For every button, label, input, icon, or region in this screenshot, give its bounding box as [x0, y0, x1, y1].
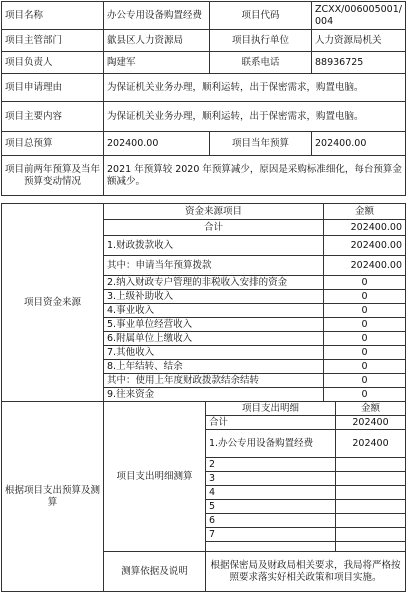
funding-row-label: 其中：使用上年度财政拨款结余结转 — [104, 374, 324, 388]
project-name-value: 办公专用设备购置经费 — [104, 2, 210, 30]
funding-row-label: 7.其他收入 — [104, 346, 324, 360]
calc-row-amount — [336, 528, 406, 542]
year-budget-label: 项目当年预算 — [210, 132, 312, 156]
total-budget-label: 项目总预算 — [2, 132, 104, 156]
calc-basis-value: 根据保密局及财政局相关要求，我局将严格按照要求落实好相关政策和项目实施。 — [206, 552, 406, 592]
funding-row-amount: 0 — [324, 304, 406, 318]
calc-col-amount: 金额 — [336, 402, 406, 416]
funding-row-amount: 0 — [324, 332, 406, 346]
calc-row-amount — [336, 500, 406, 514]
leader-value: 陶建军 — [104, 52, 210, 74]
calc-basis-label: 测算依据及说明 — [104, 552, 206, 592]
funding-section-label: 项目资金来源 — [2, 204, 104, 402]
project-code-value: ZCXX/006005001/004 — [312, 2, 406, 30]
content-value: 为保证机关业务办理，顺利运转，出于保密需求，购置电脑。 — [104, 102, 406, 132]
funding-row-amount: 0 — [324, 360, 406, 374]
calc-row-label: 1.办公专用设备购置经费 — [206, 430, 336, 458]
funding-row-amount: 0 — [324, 374, 406, 388]
calc-row-label: 7 — [206, 528, 336, 542]
funding-row-label: 5.事业单位经营收入 — [104, 318, 324, 332]
funding-row-amount: 202400.00 — [324, 236, 406, 256]
change-label: 项目前两年预算及当年预算变动情况 — [2, 156, 104, 196]
calc-row-spacer — [206, 542, 336, 552]
calc-row-spacer — [336, 542, 406, 552]
project-name-label: 项目名称 — [2, 2, 104, 30]
funding-row-amount: 0 — [324, 290, 406, 304]
calc-table — [1, 401, 406, 592]
funding-row-label: 其中：申请当年预算拨款 — [104, 256, 324, 276]
funding-table — [1, 203, 406, 402]
calc-col-detail: 项目支出明细 — [206, 402, 336, 416]
funding-row-label: 3.上级补助收入 — [104, 290, 324, 304]
funding-row-label: 1.财政拨款收入 — [104, 236, 324, 256]
funding-col-source: 资金来源项目 — [104, 204, 324, 220]
funding-row-amount: 0 — [324, 388, 406, 402]
phone-label: 联系电话 — [210, 52, 312, 74]
funding-row-amount: 0 — [324, 318, 406, 332]
calc-row-amount: 202400 — [336, 416, 406, 430]
calc-row-amount: 202400 — [336, 430, 406, 458]
calc-row-label: 4 — [206, 486, 336, 500]
calc-row-label: 6 — [206, 514, 336, 528]
content-label: 项目主要内容 — [2, 102, 104, 132]
year-budget-value: 202400.00 — [312, 132, 406, 156]
calc-row-amount — [336, 458, 406, 472]
exec-unit-value: 人力资源局机关 — [312, 30, 406, 52]
change-value: 2021 年预算较 2020 年预算减少，原因是采购标准细化，每台预算金额减少。 — [104, 156, 406, 196]
phone-value: 88936725 — [312, 52, 406, 74]
total-budget-value: 202400.00 — [104, 132, 210, 156]
funding-row-amount: 0 — [324, 276, 406, 290]
reason-value: 为保证机关业务办理，顺利运转，出于保密需求，购置电脑。 — [104, 74, 406, 102]
calc-row-label: 合计 — [206, 416, 336, 430]
exec-unit-label: 项目执行单位 — [210, 30, 312, 52]
funding-col-amount: 金额 — [324, 204, 406, 220]
funding-row-amount: 202400.00 — [324, 220, 406, 236]
calc-row-amount — [336, 472, 406, 486]
calc-row-amount — [336, 514, 406, 528]
calc-row-label: 2 — [206, 458, 336, 472]
calc-row-label: 5 — [206, 500, 336, 514]
leader-label: 项目负责人 — [2, 52, 104, 74]
project-code-label: 项目代码 — [210, 2, 312, 30]
project-header-table — [1, 1, 406, 196]
funding-row-label: 9.往来资金 — [104, 388, 324, 402]
funding-row-label: 8.上年结转、结余 — [104, 360, 324, 374]
funding-row-label: 2.纳入财政专户管理的非税收入安排的资金 — [104, 276, 324, 290]
funding-row-label: 6.附属单位上缴收入 — [104, 332, 324, 346]
dept-label: 项目主管部门 — [2, 30, 104, 52]
calc-row-amount — [336, 486, 406, 500]
funding-row-amount: 202400.00 — [324, 256, 406, 276]
calc-detail-label: 项目支出明细测算 — [104, 402, 206, 552]
funding-row-label: 合计 — [104, 220, 324, 236]
funding-row-label: 4.事业收入 — [104, 304, 324, 318]
calc-row-label: 3 — [206, 472, 336, 486]
reason-label: 项目申请理由 — [2, 74, 104, 102]
dept-value: 歙县区人力资源局 — [104, 30, 210, 52]
funding-row-amount: 0 — [324, 346, 406, 360]
calc-section-label: 根据项目支出预算及测算 — [2, 402, 104, 592]
